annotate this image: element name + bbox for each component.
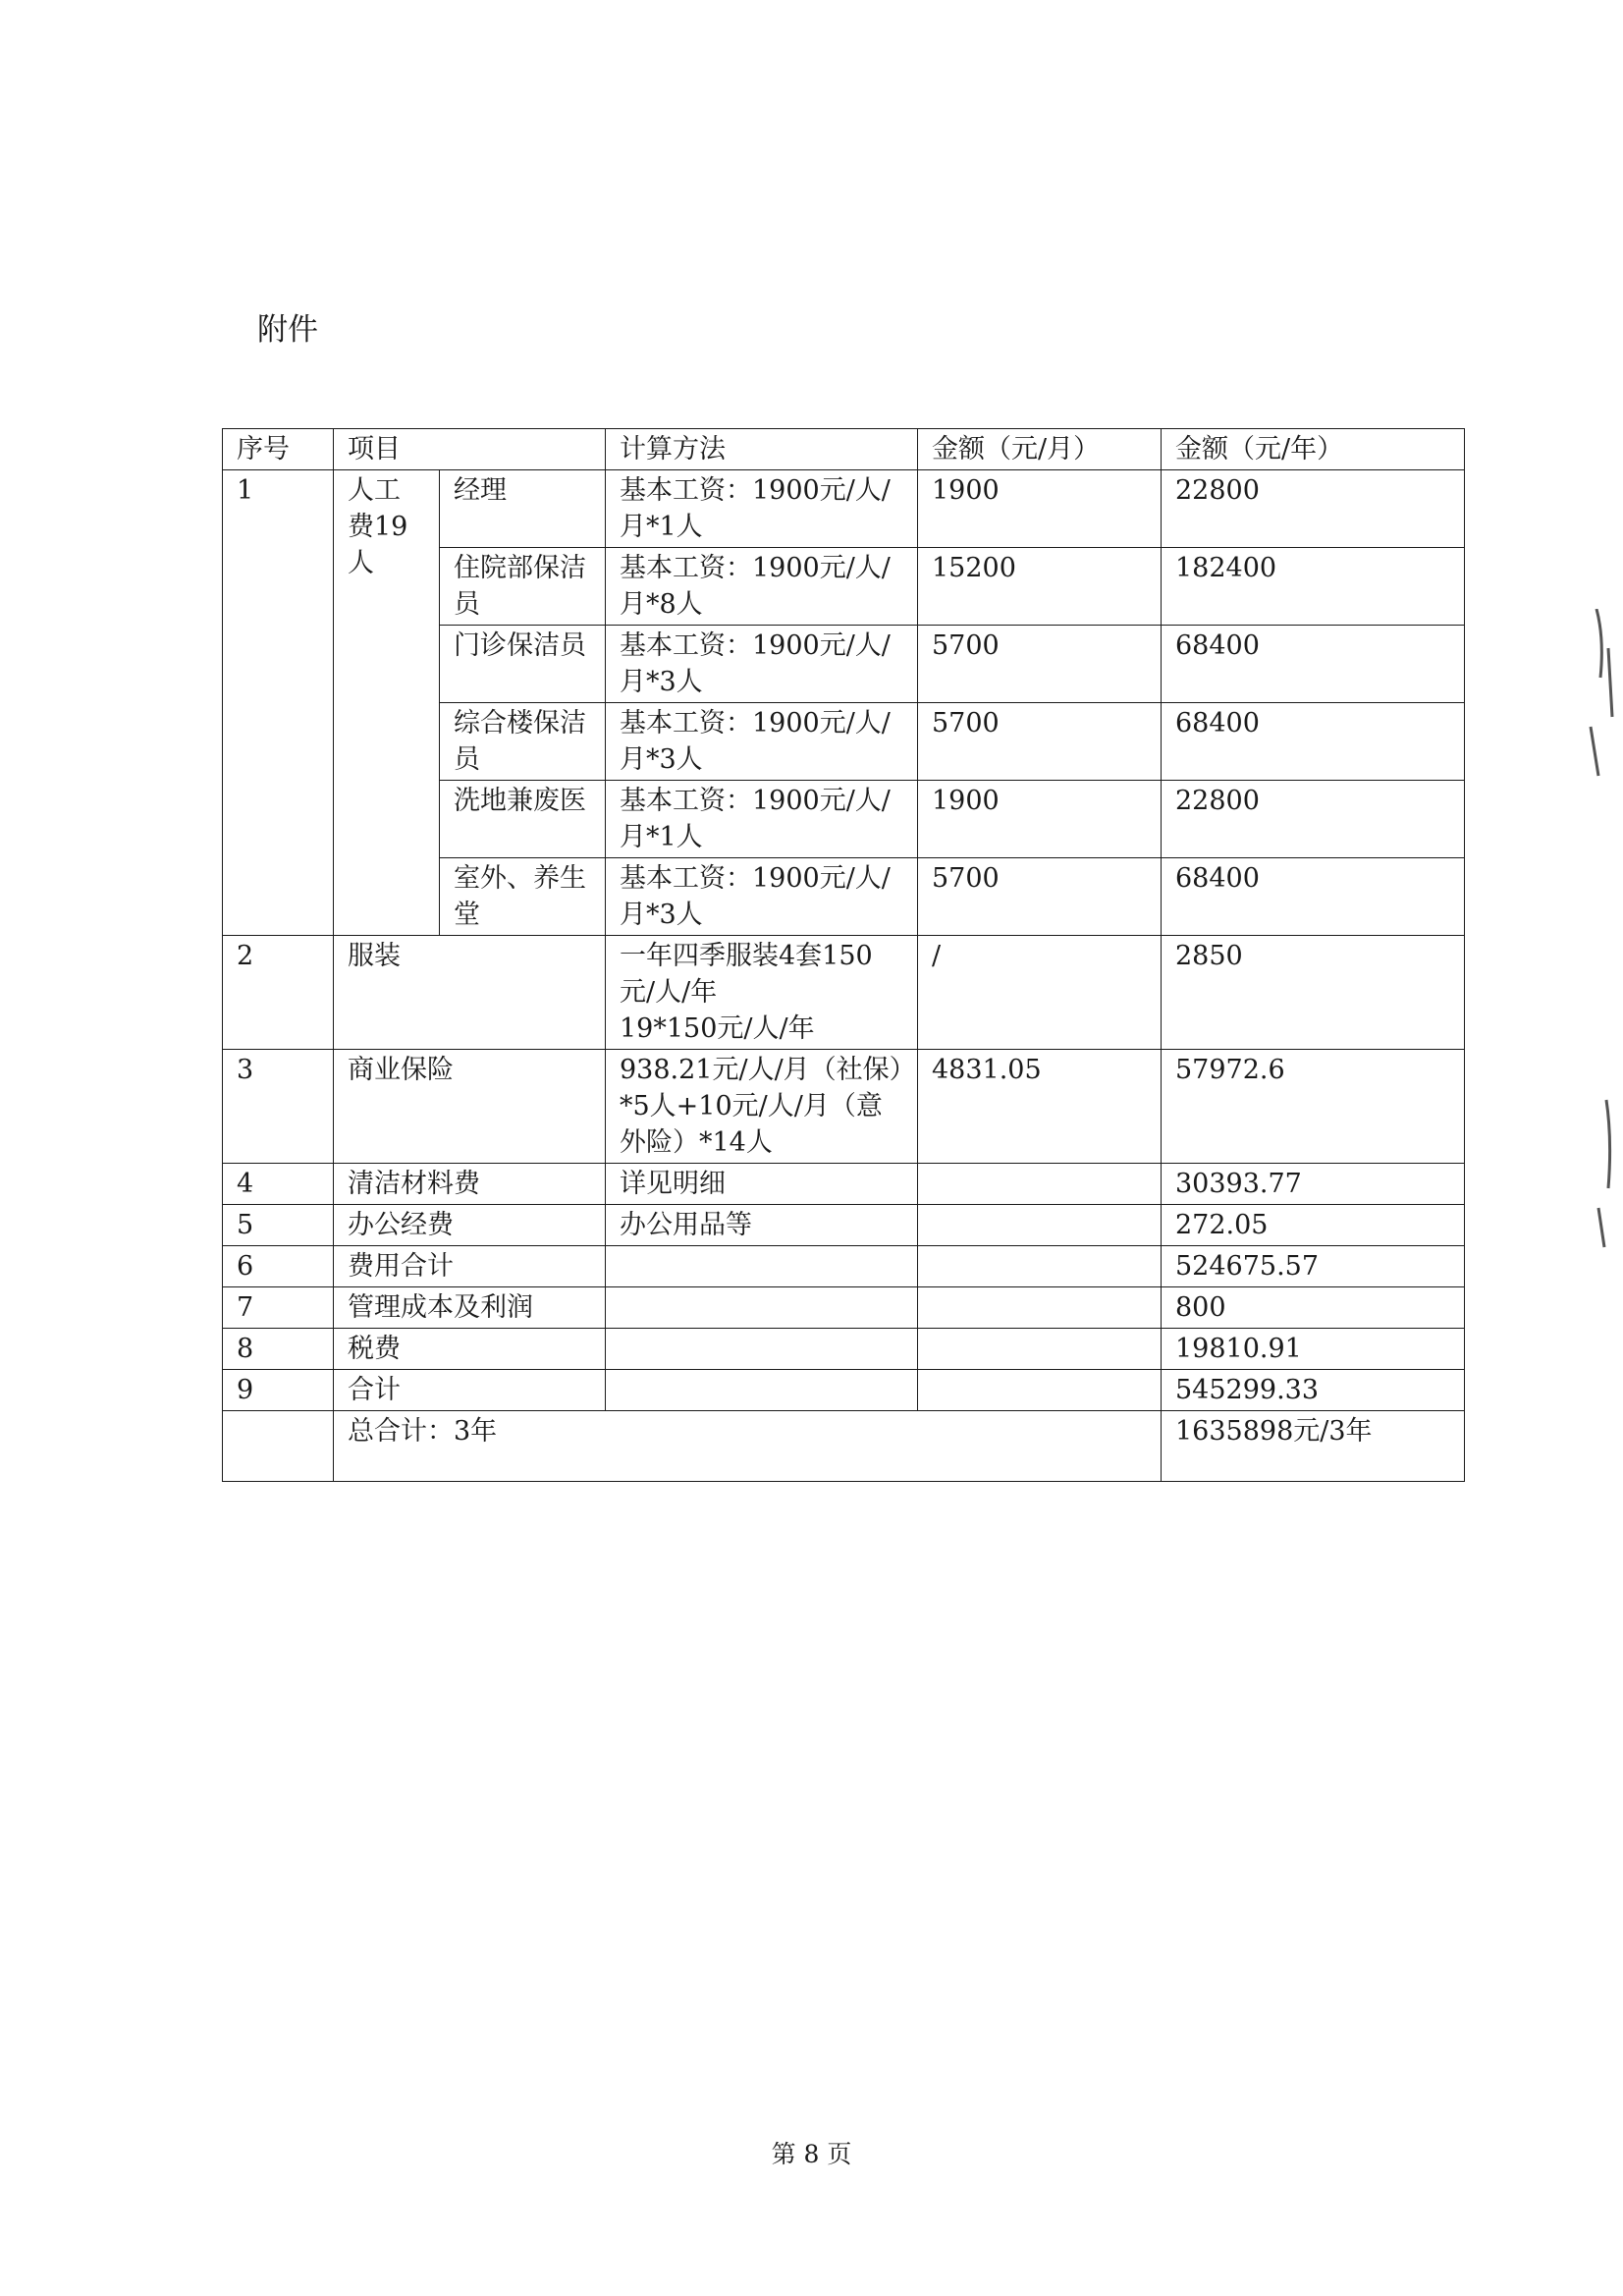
- row-monthly: [918, 1164, 1162, 1205]
- table-row: [223, 1205, 1465, 1246]
- scan-edge-marks: [1579, 609, 1618, 1316]
- row-no: 6: [223, 1246, 334, 1287]
- row-method: [606, 1287, 918, 1329]
- table-row: [223, 470, 1465, 548]
- row-method: 基本工资：1900元/人/月*3人: [606, 703, 918, 781]
- row-monthly: 4831.05: [918, 1050, 1162, 1164]
- row-item: 综合楼保洁员: [440, 703, 606, 781]
- row-yearly: 68400: [1162, 626, 1465, 703]
- row-monthly: 5700: [918, 626, 1162, 703]
- row-yearly: 272.05: [1162, 1205, 1465, 1246]
- row-monthly: 15200: [918, 548, 1162, 626]
- row-yearly: 30393.77: [1162, 1164, 1465, 1205]
- row-method: [606, 1164, 918, 1205]
- row-item: 门诊保洁员: [440, 626, 606, 703]
- row-item: 经理: [440, 470, 606, 548]
- row-monthly: [918, 1370, 1162, 1411]
- row-no: 2: [223, 936, 334, 1050]
- row-method: 基本工资：1900元/人/月*3人: [606, 626, 918, 703]
- row-item: 商业保险: [334, 1050, 606, 1164]
- table-row: [223, 1370, 1465, 1411]
- row-method: [606, 1246, 918, 1287]
- cost-table: [222, 428, 1465, 1482]
- row-item: 住院部保洁员: [440, 548, 606, 626]
- row-item: 办公经费: [334, 1205, 606, 1246]
- header-method: 计算方法: [606, 429, 918, 470]
- row-method: [606, 1329, 918, 1370]
- grand-total-row: [223, 1411, 1465, 1482]
- method-line: 详见明细: [620, 1169, 726, 1199]
- row-item: 室外、养生堂: [440, 858, 606, 936]
- row-method: 基本工资：1900元/人/月*1人: [606, 781, 918, 858]
- table-row: [223, 1329, 1465, 1370]
- header-no: 序号: [223, 429, 334, 470]
- row-yearly: 68400: [1162, 703, 1465, 781]
- grand-total-value: 1635898元/3年: [1162, 1411, 1465, 1482]
- method-line: 938.21元/人/月（社保）*5人+10元/人/月（意外险）*14人: [620, 1055, 903, 1158]
- row-yearly: 22800: [1162, 470, 1465, 548]
- row-method: 基本工资：1900元/人/月*8人: [606, 548, 918, 626]
- row-yearly: 2850: [1162, 936, 1465, 1050]
- row-method: 基本工资：1900元/人/月*3人: [606, 858, 918, 936]
- row-yearly: 800: [1162, 1287, 1465, 1329]
- row-no: 1: [223, 470, 334, 936]
- header-monthly: 金额（元/月）: [918, 429, 1162, 470]
- row-method: [606, 1370, 918, 1411]
- row-item: 服装: [334, 936, 606, 1050]
- row-item: 费用合计: [334, 1246, 606, 1287]
- method-line: 一年四季服装4套150元/人/年: [620, 941, 873, 1008]
- method-line: 办公用品等: [620, 1210, 752, 1240]
- row-method: [606, 936, 918, 1050]
- page-footer: 第 8 页: [771, 2140, 852, 2168]
- row-no: 3: [223, 1050, 334, 1164]
- row-item: 税费: [334, 1329, 606, 1370]
- attachment-heading: 附件: [257, 312, 318, 348]
- row-yearly: 19810.91: [1162, 1329, 1465, 1370]
- row-no: 5: [223, 1205, 334, 1246]
- row-monthly: [918, 1287, 1162, 1329]
- row-item: 合计: [334, 1370, 606, 1411]
- row-monthly: 5700: [918, 703, 1162, 781]
- row-no: 8: [223, 1329, 334, 1370]
- table-row: [223, 1164, 1465, 1205]
- row-yearly: 545299.33: [1162, 1370, 1465, 1411]
- method-line: 19*150元/人/年: [620, 1013, 815, 1044]
- row-no: 4: [223, 1164, 334, 1205]
- table-row: [223, 1246, 1465, 1287]
- row-no-empty: [223, 1411, 334, 1482]
- labor-group: 人工费19人: [334, 470, 440, 936]
- row-monthly: 1900: [918, 781, 1162, 858]
- row-no: 9: [223, 1370, 334, 1411]
- row-monthly: 1900: [918, 470, 1162, 548]
- header-item: 项目: [334, 429, 606, 470]
- row-yearly: 22800: [1162, 781, 1465, 858]
- row-yearly: 57972.6: [1162, 1050, 1465, 1164]
- row-method: 基本工资：1900元/人/月*1人: [606, 470, 918, 548]
- row-yearly: 524675.57: [1162, 1246, 1465, 1287]
- table-row: [223, 1050, 1465, 1164]
- row-yearly: 68400: [1162, 858, 1465, 936]
- header-row: [223, 429, 1465, 470]
- row-item: 洗地兼废医: [440, 781, 606, 858]
- grand-total-label: 总合计：3年: [334, 1411, 1162, 1482]
- row-no: 7: [223, 1287, 334, 1329]
- row-method: [606, 1050, 918, 1164]
- row-yearly: 182400: [1162, 548, 1465, 626]
- table-row: [223, 936, 1465, 1050]
- header-yearly: 金额（元/年）: [1162, 429, 1465, 470]
- row-monthly: 5700: [918, 858, 1162, 936]
- row-monthly: /: [918, 936, 1162, 1050]
- row-item: 管理成本及利润: [334, 1287, 606, 1329]
- row-method: [606, 1205, 918, 1246]
- table-row: [223, 1287, 1465, 1329]
- row-item: 清洁材料费: [334, 1164, 606, 1205]
- row-monthly: [918, 1246, 1162, 1287]
- row-monthly: [918, 1205, 1162, 1246]
- row-monthly: [918, 1329, 1162, 1370]
